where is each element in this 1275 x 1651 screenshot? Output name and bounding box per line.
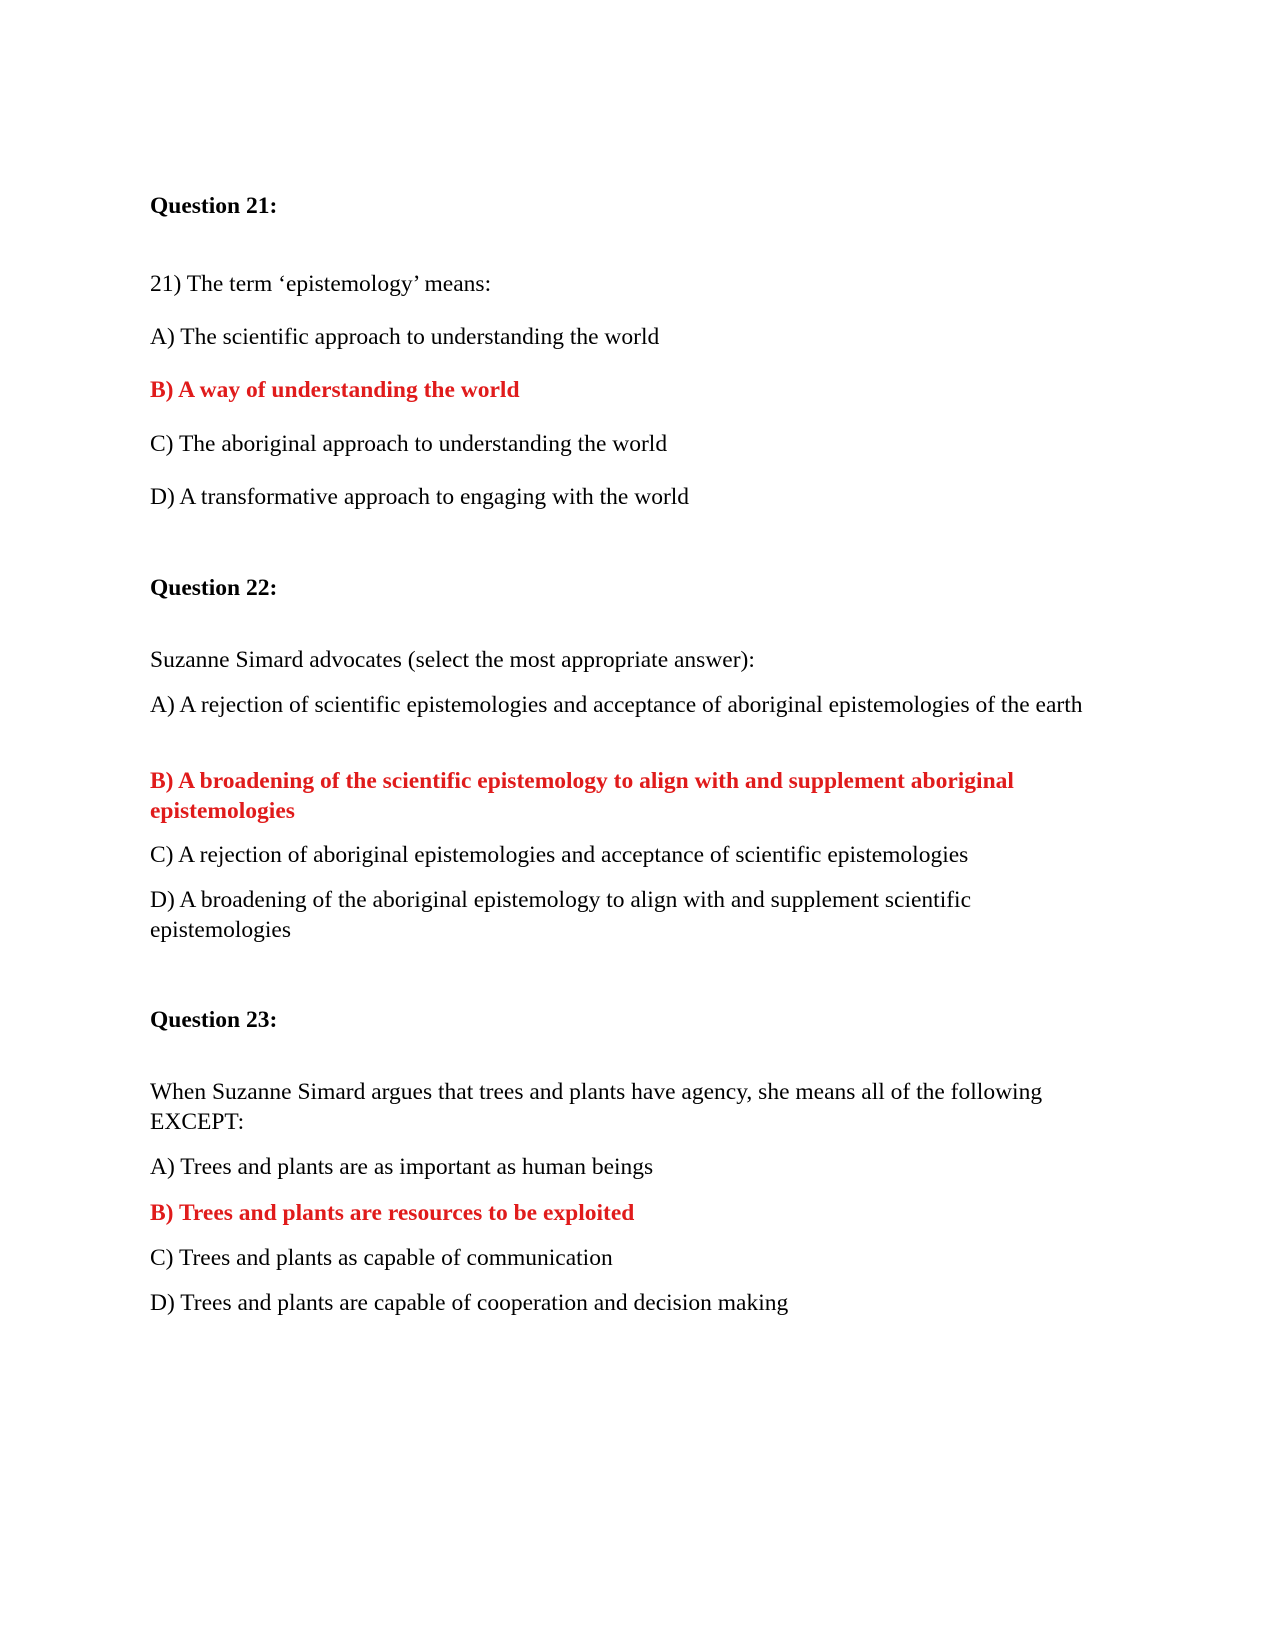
- question-23-heading: Question 23:: [150, 1007, 278, 1033]
- question-23-option-d: D) Trees and plants are capable of cooperation and decision making: [150, 1290, 789, 1316]
- question-21-option-a: A) The scientific approach to understanding the world: [150, 324, 660, 350]
- question-22-option-c: C) A rejection of aboriginal epistemologies and acceptance of scientific epistemologies: [150, 842, 969, 868]
- question-22-option-d: D) A broadening of the aboriginal epistemology to align with and supplement scientific epistemologies: [150, 887, 972, 943]
- question-21-heading: Question 21:: [150, 193, 278, 219]
- question-23-option-c: C) Trees and plants as capable of communication: [150, 1245, 613, 1271]
- question-23-option-a: A) Trees and plants are as important as human beings: [150, 1154, 654, 1180]
- question-22-prompt: Suzanne Simard advocates (select the most appropriate answer):: [150, 647, 755, 673]
- question-23-prompt: When Suzanne Simard argues that trees and plants have agency, she means all of the following EXCEPT:: [150, 1079, 1043, 1135]
- question-23-option-b-correct: B) Trees and plants are resources to be exploited: [150, 1200, 635, 1226]
- question-22-option-a: A) A rejection of scientific epistemologies and acceptance of aboriginal epistemologies of the earth: [150, 692, 1083, 718]
- question-21-prompt: 21) The term ‘epistemology’ means:: [150, 271, 492, 297]
- question-22-heading: Question 22:: [150, 575, 278, 601]
- question-22-option-b-correct: B) A broadening of the scientific epistemology to align with and supplement aboriginal epistemologies: [150, 768, 1014, 824]
- question-21-option-b-correct: B) A way of understanding the world: [150, 377, 520, 403]
- question-21-option-d: D) A transformative approach to engaging with the world: [150, 484, 690, 510]
- question-21-option-c: C) The aboriginal approach to understanding the world: [150, 431, 668, 457]
